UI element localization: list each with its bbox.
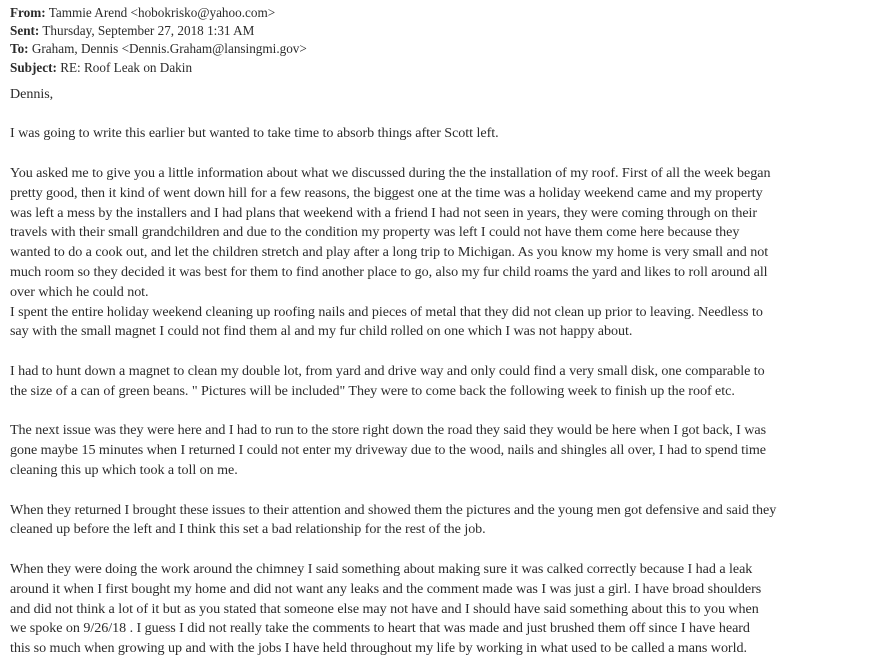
sent-line [10,22,868,40]
paragraph-line: over which he could not. [10,283,149,300]
greeting: Dennis, [10,85,54,102]
paragraph-line: cleaning this up which took a toll on me. [10,461,238,478]
paragraph-line: I had to hunt down a magnet to clean my double lot, from yard and drive way and only could find a very small disk, one comparable to [10,362,765,379]
paragraph-line: around it when I first bought my home and did not want any leaks and the comment made was I was just a girl. I have broad shoulders [10,580,762,597]
body-paragraph [10,164,868,303]
paragraph-line: was left a mess by the installers and I had plans that weekend with a friend I had not seen in years, they were coming through on their [10,204,758,221]
subject-value: RE: Roof Leak on Dakin [60,59,193,75]
paragraph-line: this so much when growing up and with the jobs I have held throughout my life by working in what used to be called a mans world. [10,640,747,657]
sent-label: Sent: [10,23,40,39]
body-paragraphs [10,124,868,659]
paragraph-line: When they returned I brought these issues to their attention and showed them the pictures and the young men got defensive and said they [10,501,777,518]
paragraph-line: wanted to do a cook out, and let the children stretch and play after a long trip to Michigan. As you know my home is very small and not [10,244,769,261]
to-line [10,40,868,58]
body-paragraph [10,501,868,541]
body-paragraph [10,560,868,659]
paragraph-line: I spent the entire holiday weekend cleaning up roofing nails and pieces of metal that they did not clean up prior to leaving. Needless to [10,303,763,320]
subject-label: Subject: [10,59,57,75]
paragraph-line: pretty good, then it kind of went down hill for a few reasons, the biggest one at the time was a holiday weekend came and my property [10,184,763,201]
body-paragraph [10,421,868,480]
paragraph-line: You asked me to give you a little information about what we discussed during the the installation of my roof. First of all the week began [10,165,771,181]
email-body [10,85,868,659]
paragraph-line: say with the small magnet I could not find them al and my fur child rolled on one which I was not happy about. [10,323,633,340]
to-label: To: [10,41,29,57]
paragraph-line: much room so they decided it was best for them to find another place to go, also my fur child roams the yard and likes to roll around all [10,263,768,280]
from-value: Tammie Arend <hobokrisko@yahoo.com> [48,5,276,20]
body-paragraph [10,303,868,343]
paragraph-line: gone maybe 15 minutes when I returned I could not enter my driveway due to the wood, nails and shingles all over, I had to spend time [10,442,767,459]
body-paragraph [10,124,868,144]
subject-line [10,59,868,77]
paragraph-line: I was going to write this earlier but wanted to take time to absorb things after Scott left. [10,125,499,142]
to-value: Graham, Dennis <Dennis.Graham@lansingmi.gov> [31,41,307,57]
paragraph-line: The next issue was they were here and I had to run to the store right down the road they said they would be here when I got back, I was [10,422,767,439]
paragraph-line: the size of a can of green beans. " Pictures will be included" They were to come back the following week to finish up the roof etc. [10,382,735,399]
paragraph-line: cleaned up before the left and I think this set a bad relationship for the rest of the job. [10,521,486,538]
paragraph-line: and did not think a lot of it but as you stated that someone else may not have and I should have said something about this to you when [10,600,759,617]
body-paragraph [10,362,868,402]
from-line [10,4,868,22]
sent-value: Thursday, September 27, 2018 1:31 AM [42,23,255,39]
from-label: From: [10,5,46,20]
paragraph-line: When they were doing the work around the chimney I said something about making sure it was calked correctly because I had a leak [10,560,753,577]
paragraph-line: travels with their small grandchildren and due to the condition my property was left I could not have them come here because they [10,224,740,241]
paragraph-line: we spoke on 9/26/18 . I guess I did not really take the comments to heart that was made and just brushed them off since I have heard [10,620,750,637]
email-header [10,4,868,77]
